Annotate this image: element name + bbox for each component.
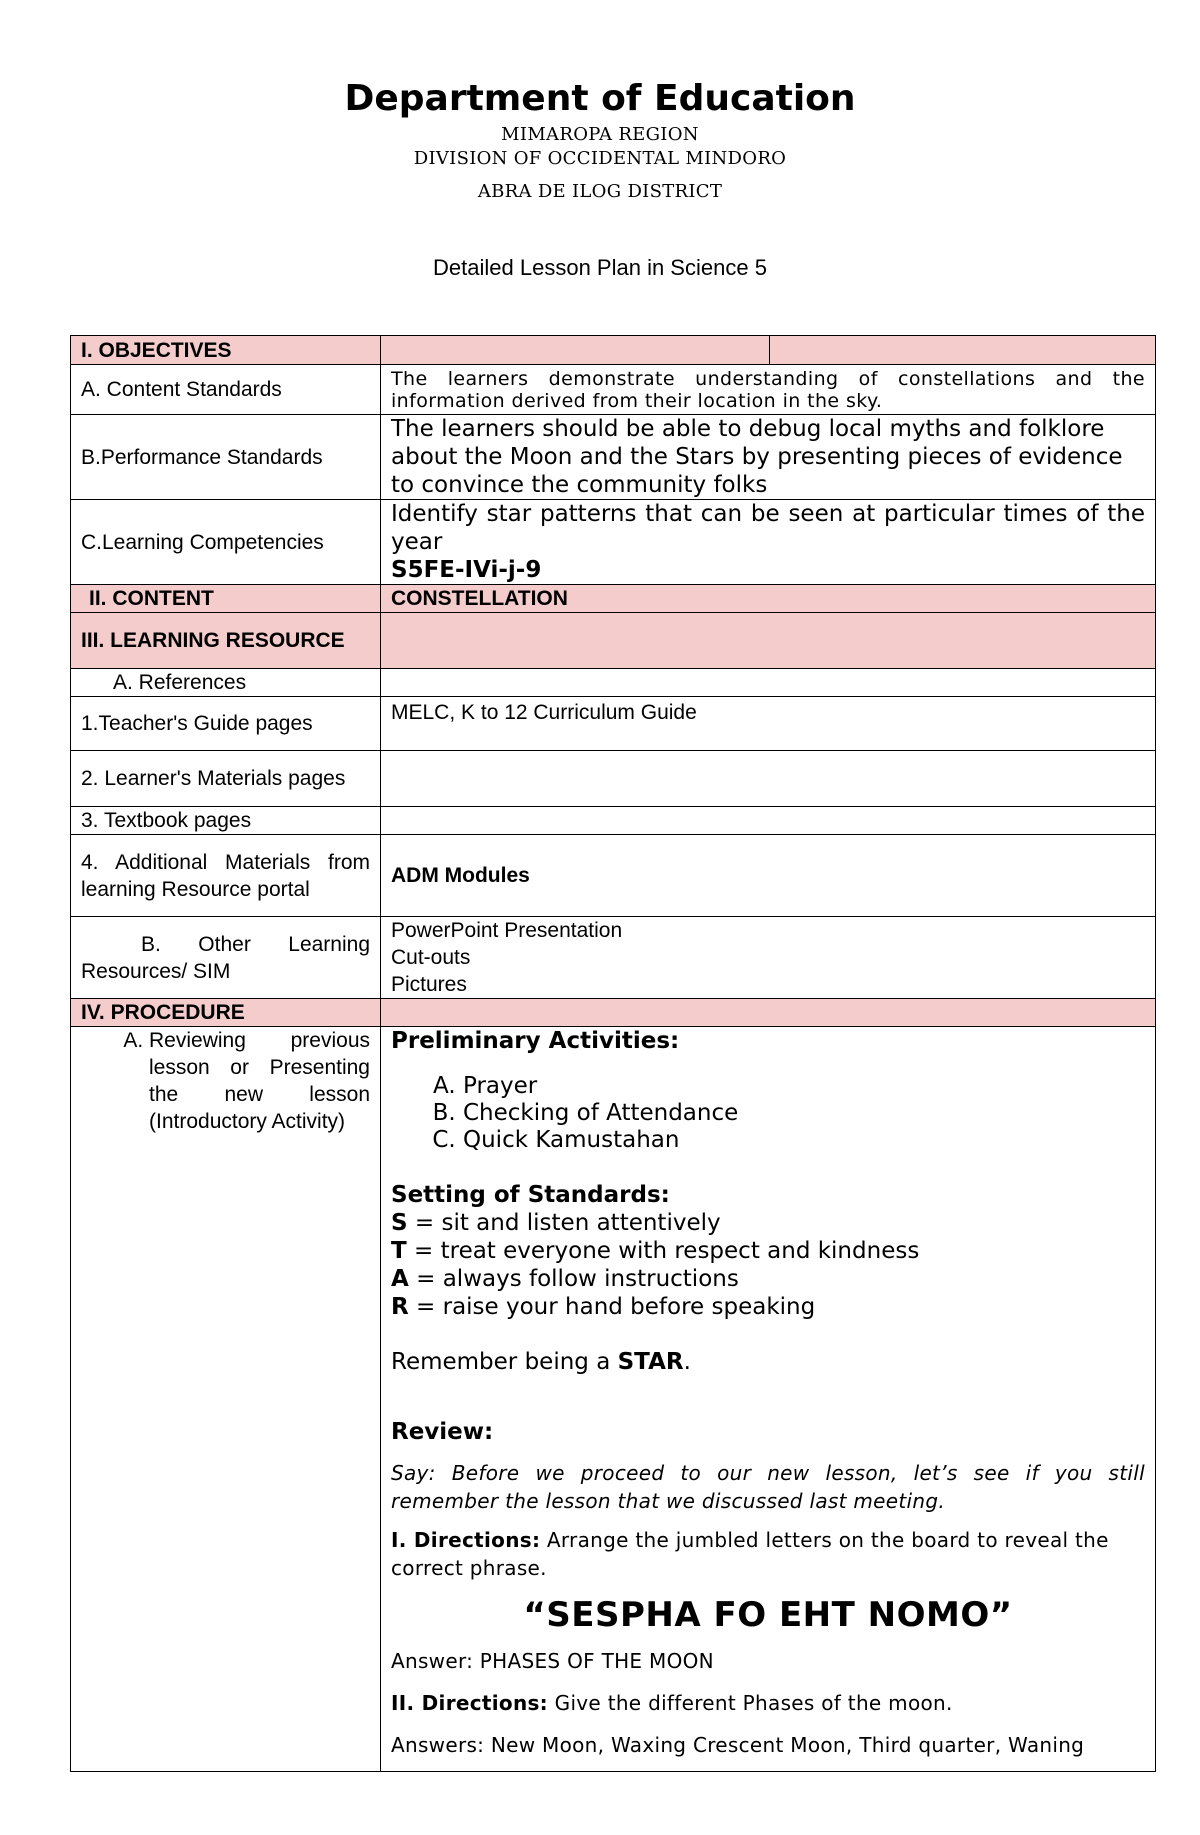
procedure-heading-row bbox=[71, 999, 1156, 1027]
preliminary-item: C. Quick Kamustahan bbox=[463, 1127, 1145, 1154]
performance-standards-label: B.Performance Standards bbox=[71, 415, 381, 500]
teachers-guide-label: 1.Teacher's Guide pages bbox=[71, 697, 381, 751]
learning-resource-heading: III. LEARNING RESOURCE bbox=[71, 613, 381, 669]
preliminary-list bbox=[391, 1073, 1145, 1154]
procedure-step-a-row bbox=[71, 1027, 1156, 1772]
department-title: Department of Education bbox=[344, 78, 856, 119]
other-resources-cell bbox=[381, 917, 1156, 999]
content-row bbox=[71, 585, 1156, 613]
references-row bbox=[71, 669, 1156, 697]
performance-standards-row bbox=[71, 415, 1156, 500]
jumbled-phrase: “SESPHA FO EHT NOMO” bbox=[523, 1595, 1013, 1635]
objectives-heading: I. OBJECTIVES bbox=[71, 336, 381, 365]
procedure-step-a-label: A. Reviewing previous lesson or Presenting the new lesson (Introductory Activity) bbox=[149, 1027, 370, 1135]
region-line: MIMAROPA REGION bbox=[501, 124, 699, 145]
learners-materials-empty-cell bbox=[381, 751, 1156, 807]
procedure-step-a-content bbox=[381, 1027, 1156, 1772]
competency-code: S5FE-IVi-j-9 bbox=[391, 557, 542, 583]
other-resource-item: Pictures bbox=[391, 973, 467, 996]
learners-materials-row bbox=[71, 751, 1156, 807]
content-standards-label: A. Content Standards bbox=[71, 365, 381, 415]
preliminary-item: B. Checking of Attendance bbox=[463, 1100, 1145, 1127]
learning-resource-heading-row bbox=[71, 613, 1156, 669]
references-empty-cell bbox=[381, 669, 1156, 697]
say-instruction: Say: Before we proceed to our new lesson, let’s see if you still remember the lesson that we discussed last meeting. bbox=[391, 1461, 1145, 1513]
preliminary-title: Preliminary Activities: bbox=[391, 1028, 680, 1054]
learners-materials-label: 2. Learner's Materials pages bbox=[71, 751, 381, 807]
directions-one: I. Directions: Arrange the jumbled letters on the board to reveal the correct phrase. bbox=[391, 1528, 1109, 1580]
standards-title: Setting of Standards: bbox=[391, 1182, 670, 1208]
textbook-empty-cell bbox=[381, 807, 1156, 835]
procedure-heading: IV. PROCEDURE bbox=[71, 999, 381, 1027]
other-resource-item: PowerPoint Presentation bbox=[391, 919, 623, 942]
objectives-empty-cell-2 bbox=[770, 336, 1156, 365]
procedure-empty-cell bbox=[381, 999, 1156, 1027]
performance-standards-value: The learners should be able to debug local myths and folklore about the Moon and the Stars by presenting pieces of evidence to convince the community folks bbox=[381, 415, 1156, 500]
directions-two: II. Directions: Give the different Phases of the moon. bbox=[391, 1691, 953, 1715]
textbook-label: 3. Textbook pages bbox=[71, 807, 381, 835]
standard-line: S = sit and listen attentively bbox=[391, 1210, 721, 1236]
learning-resource-empty-cell bbox=[381, 613, 1156, 669]
other-resource-item: Cut-outs bbox=[391, 946, 471, 969]
preliminary-item: A. Prayer bbox=[463, 1073, 1145, 1100]
content-standards-row bbox=[71, 365, 1156, 415]
lesson-plan-table bbox=[70, 335, 1156, 1772]
learning-competencies-label: C.Learning Competencies bbox=[71, 500, 381, 585]
other-resources-row bbox=[71, 917, 1156, 999]
additional-materials-label: 4. Additional Materials from learning Resource portal bbox=[71, 835, 381, 917]
content-value: CONSTELLATION bbox=[381, 585, 1156, 613]
objectives-empty-cell-1 bbox=[381, 336, 770, 365]
review-title: Review: bbox=[391, 1419, 494, 1445]
additional-materials-row bbox=[71, 835, 1156, 917]
objectives-heading-row bbox=[71, 336, 1156, 365]
answer-one: Answer: PHASES OF THE MOON bbox=[391, 1649, 714, 1673]
additional-materials-value: ADM Modules bbox=[381, 835, 1156, 917]
standard-line: R = raise your hand before speaking bbox=[391, 1294, 816, 1320]
teachers-guide-row bbox=[71, 697, 1156, 751]
other-resources-label: B. Other Learning Resources/ SIM bbox=[71, 917, 381, 999]
answer-two: Answers: New Moon, Waxing Crescent Moon, Third quarter, Waning bbox=[391, 1733, 1085, 1757]
learning-competencies-cell bbox=[381, 500, 1156, 585]
procedure-step-a-label-cell bbox=[71, 1027, 381, 1772]
division-line: DIVISION OF OCCIDENTAL MINDORO bbox=[413, 148, 787, 169]
remember-line: Remember being a STAR. bbox=[391, 1349, 691, 1375]
references-label: A. References bbox=[71, 669, 381, 697]
learning-competencies-value: Identify star patterns that can be seen at particular times of the year bbox=[391, 501, 1145, 555]
content-standards-value: The learners demonstrate understanding of constellations and the information derived from their location in the sky. bbox=[381, 365, 1156, 415]
learning-competencies-row bbox=[71, 500, 1156, 585]
standard-line: A = always follow instructions bbox=[391, 1266, 739, 1292]
textbook-row bbox=[71, 807, 1156, 835]
lesson-plan-subtitle: Detailed Lesson Plan in Science 5 bbox=[433, 255, 767, 280]
district-line: ABRA DE ILOG DISTRICT bbox=[477, 181, 723, 202]
content-heading: II. CONTENT bbox=[71, 585, 381, 613]
standard-line: T = treat everyone with respect and kindness bbox=[391, 1238, 920, 1264]
teachers-guide-value: MELC, K to 12 Curriculum Guide bbox=[381, 697, 1156, 751]
